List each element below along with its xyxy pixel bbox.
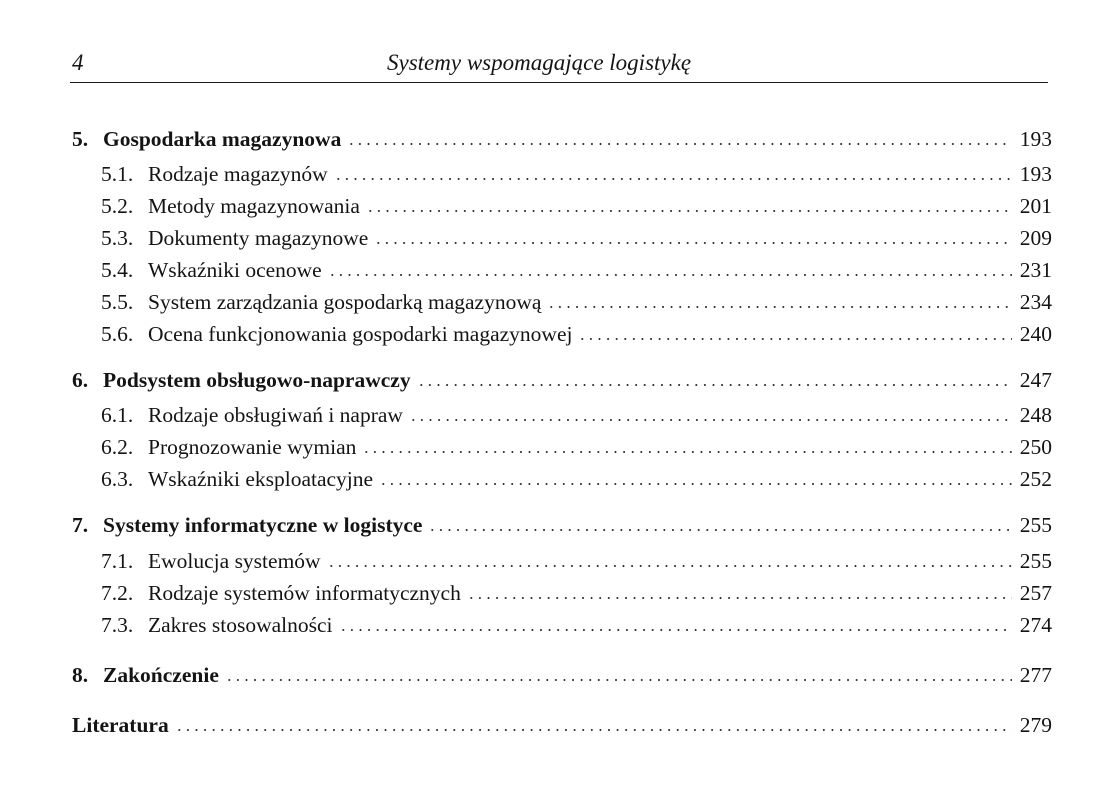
toc-page: 277 [1019,663,1052,687]
dot-leader [362,451,1011,453]
toc-number: 7.2. [101,581,134,605]
toc-label: Wskaźniki eksploatacyjne [148,467,374,491]
dot-leader [328,274,1012,276]
toc-section-5-1[interactable] [101,162,1052,192]
book-title: Systemy wspomagające logistykę [387,50,692,75]
toc-label: Rodzaje magazynów [148,162,328,186]
toc-section-6-1[interactable] [101,403,1052,433]
toc-page: 201 [1019,194,1052,218]
running-header [70,48,1048,83]
toc-label: System zarządzania gospodarką magazynową [148,290,542,314]
toc-page: 257 [1019,581,1052,605]
dot-leader [547,306,1011,308]
dot-leader [578,338,1011,340]
toc-page: 252 [1019,467,1052,491]
toc-label: Wskaźniki ocenowe [148,258,322,282]
toc-page: 193 [1019,127,1052,151]
toc-number: 5.1. [101,162,134,186]
toc-number: 7.1. [101,549,134,573]
toc-page: 255 [1019,549,1052,573]
toc-label: Dokumenty magazynowe [148,226,369,250]
toc-section-7-3[interactable] [101,613,1052,643]
toc-label: Prognozowanie wymian [148,435,357,459]
toc-number: 6.1. [101,403,134,427]
toc-section-7-1[interactable] [101,549,1052,579]
toc-label: Zakres stosowalności [148,613,333,637]
toc-label: Rodzaje systemów informatycznych [148,581,461,605]
toc-section-5-3[interactable] [101,226,1052,256]
dot-leader [428,529,1011,531]
toc-label: Literatura [72,713,169,737]
toc-number: 7. [72,513,89,537]
dot-leader [327,565,1012,567]
toc-number: 6.3. [101,467,134,491]
dot-leader [334,178,1012,180]
dot-leader [417,384,1012,386]
dot-leader [467,597,1012,599]
dot-leader [379,483,1012,485]
toc-label: Zakończenie [103,663,219,687]
toc-page: 240 [1019,322,1052,346]
toc-number: 5.4. [101,258,134,282]
toc-page: 248 [1019,403,1052,427]
toc-page: 279 [1019,713,1052,737]
dot-leader [339,629,1012,631]
toc-number: 7.3. [101,613,134,637]
toc-label: Ewolucja systemów [148,549,321,573]
dot-leader [175,729,1012,731]
page-number: 4 [72,50,84,75]
dot-leader [409,419,1012,421]
toc-section-7-2[interactable] [101,581,1052,611]
toc-label: Rodzaje obsługiwań i napraw [148,403,403,427]
toc-number: 5.2. [101,194,134,218]
toc-section-5-2[interactable] [101,194,1052,224]
toc-chapter-5[interactable] [72,127,1052,157]
toc-page: 247 [1019,368,1052,392]
toc-page: 193 [1019,162,1052,186]
toc-label: Ocena funkcjonowania gospodarki magazynowej [148,322,573,346]
dot-leader [374,242,1011,244]
toc-page: 209 [1019,226,1052,250]
toc-section-5-5[interactable] [101,290,1052,320]
dot-leader [347,143,1011,145]
dot-leader [225,679,1012,681]
toc-label: Podsystem obsługowo-naprawczy [103,368,411,392]
toc-number: 5.3. [101,226,134,250]
toc-literature[interactable] [72,713,1052,743]
toc-section-6-2[interactable] [101,435,1052,465]
toc-chapter-6[interactable] [72,368,1052,398]
toc-section-5-4[interactable] [101,258,1052,288]
toc-label: Systemy informatyczne w logistyce [103,513,423,537]
toc-page: 250 [1019,435,1052,459]
dot-leader [366,210,1012,212]
toc-chapter-7[interactable] [72,513,1052,543]
toc-number: 6.2. [101,435,134,459]
toc-number: 5.6. [101,322,134,346]
toc-number: 8. [72,663,89,687]
toc-number: 5. [72,127,89,151]
toc-page: 255 [1019,513,1052,537]
toc-page: 234 [1019,290,1052,314]
toc-number: 6. [72,368,89,392]
toc-page: 231 [1019,258,1052,282]
toc-number: 5.5. [101,290,134,314]
toc-page: 274 [1019,613,1052,637]
toc-label: Gospodarka magazynowa [103,127,342,151]
toc-section-6-3[interactable] [101,467,1052,497]
toc-label: Metody magazynowania [148,194,360,218]
toc-section-5-6[interactable] [101,322,1052,352]
toc-chapter-8[interactable] [72,663,1052,693]
